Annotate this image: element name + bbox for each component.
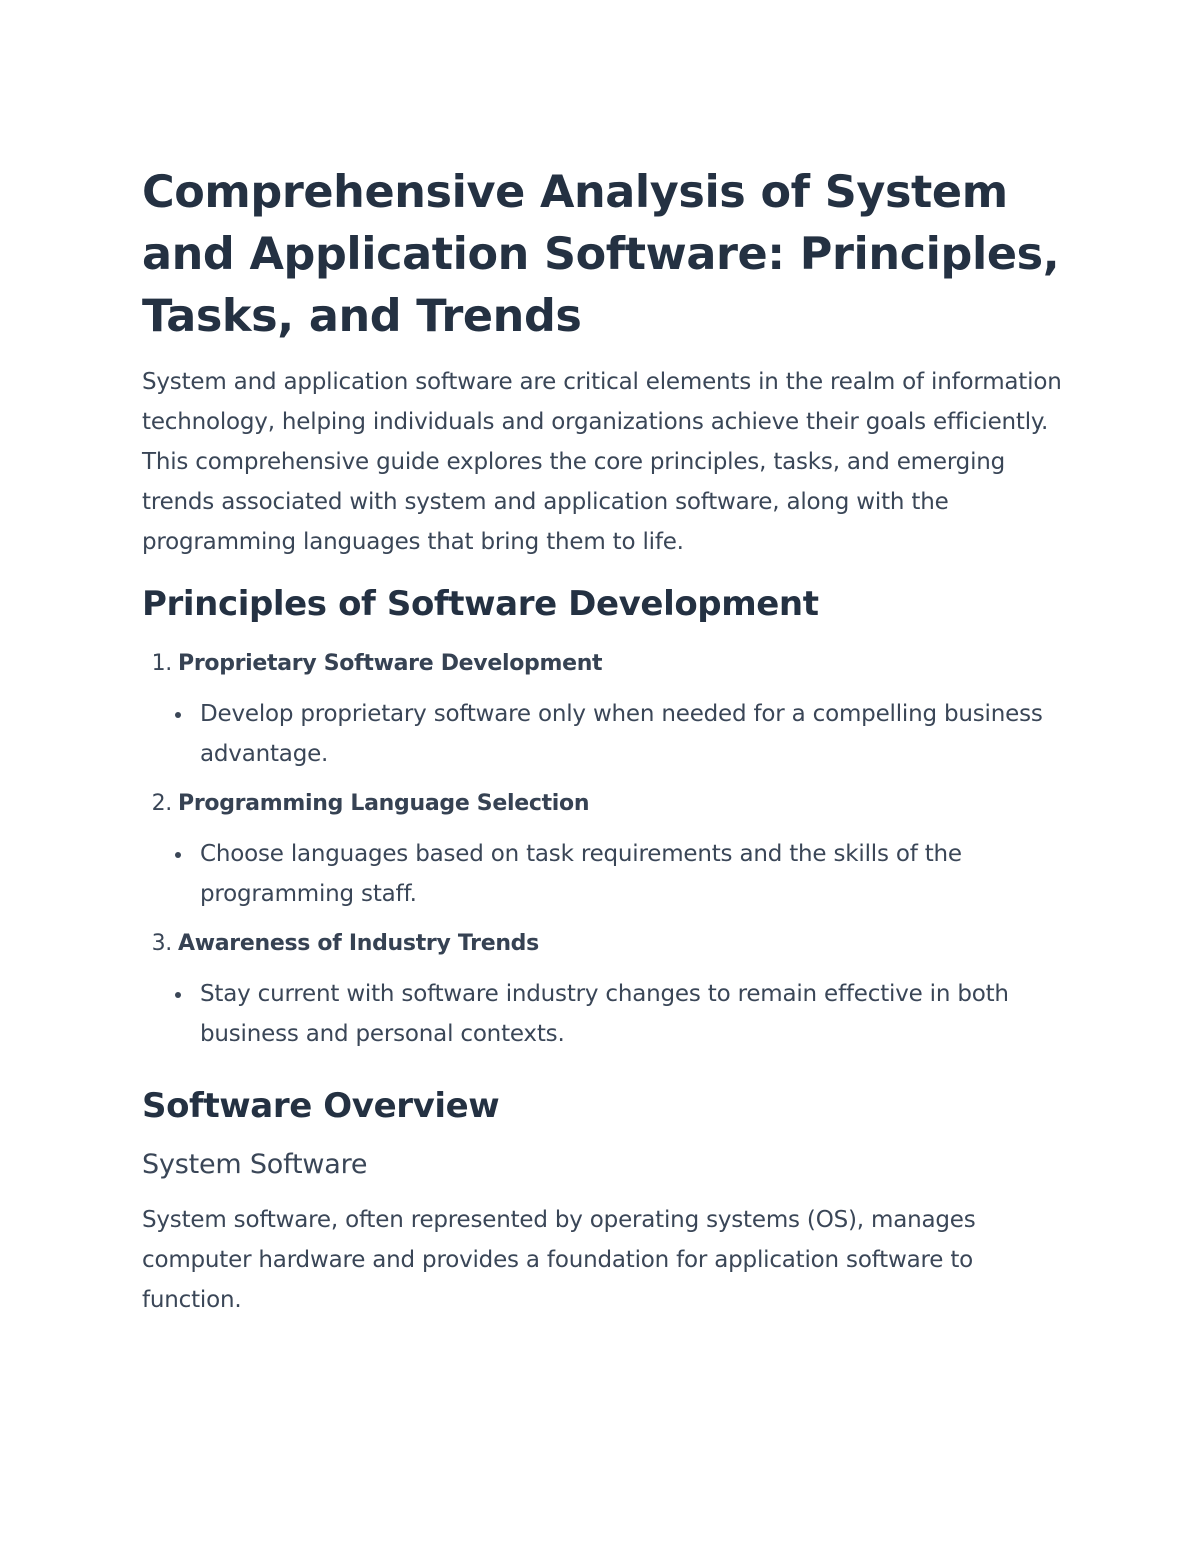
bullet-list [142,974,1062,1054]
bullet-icon [170,834,200,914]
bullet-icon [170,694,200,774]
list-item [142,926,1062,1054]
bullet-item [170,834,1062,914]
list-number: 1. [151,651,172,676]
system-software-paragraph: System software, often represented by operating systems (OS), manages computer hardware and provides a foundation for application software to function. [142,1207,976,1313]
bullet-list [142,834,1062,914]
bullet-text: Develop proprietary software only when needed for a compelling business advantage. [200,701,1043,767]
list-item [142,786,1062,914]
list-number: 2. [151,791,172,816]
list-number: 3. [151,931,172,956]
list-item-title: Proprietary Software Development [178,651,603,676]
bullet-list [142,694,1062,774]
list-item [142,646,1062,774]
principles-list [142,646,1062,1054]
page-title: Comprehensive Analysis of System and Application Software: Principles, Tasks, and Trends [142,167,1060,342]
list-item-title: Programming Language Selection [178,791,590,816]
bullet-text: Stay current with software industry changes to remain effective in both business and personal contexts. [200,981,1009,1047]
bullet-item [170,694,1062,774]
bullet-text: Choose languages based on task requirements and the skills of the programming staff. [200,841,962,907]
bullet-icon [170,974,200,1054]
bullet-item [170,974,1062,1054]
intro-paragraph: System and application software are critical elements in the realm of information technology, helping individuals and organizations achieve their goals efficiently. This comprehensive guide explores the core principles, tasks, and emerging trends associated with system and application software, along with the programming languages that bring them to life. [142,369,1062,555]
list-item-title: Awareness of Industry Trends [178,931,539,956]
principles-heading: Principles of Software Development [142,584,819,624]
system-software-heading: System Software [142,1149,368,1180]
software-overview-heading: Software Overview [142,1086,500,1126]
document-page [142,162,1062,1320]
